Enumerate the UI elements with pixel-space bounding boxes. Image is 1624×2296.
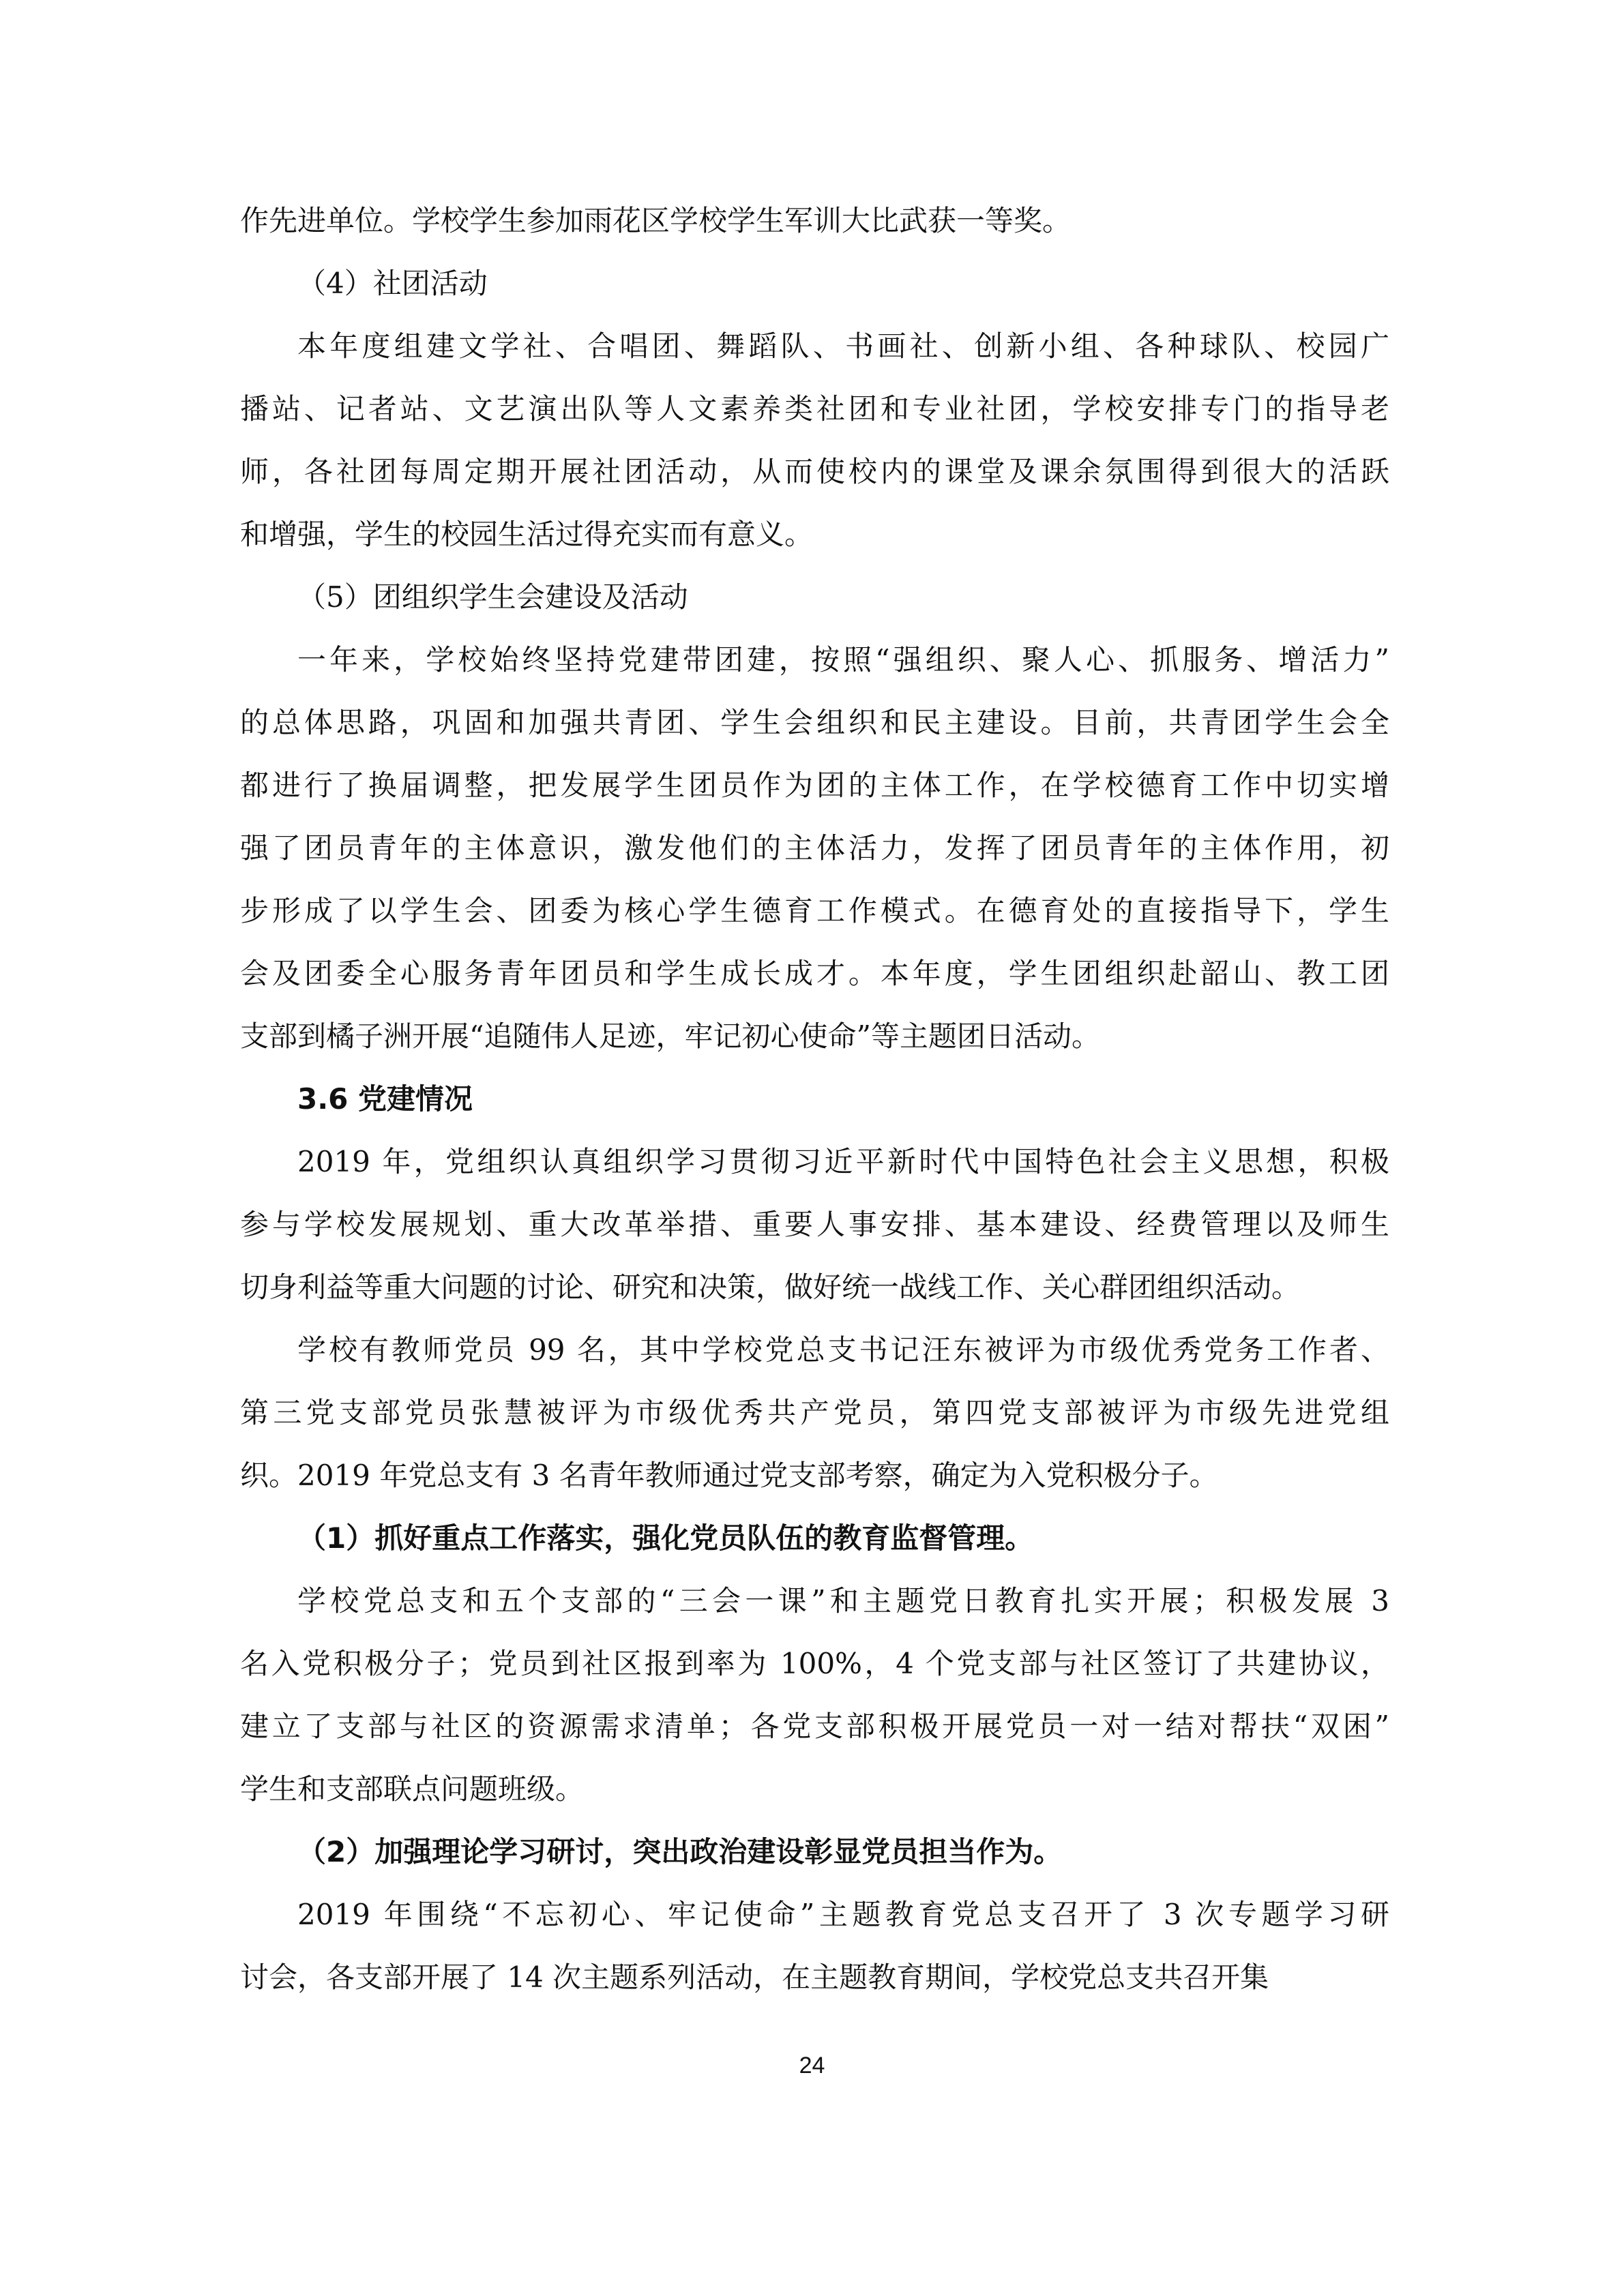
paragraph-line: 和增强，学生的校园生活过得充实而有意义。 (240, 518, 814, 551)
subsection-heading: （5）团组织学生会建设及活动 (297, 580, 688, 614)
page-number: 24 (799, 2053, 825, 2078)
paragraph-line: 一年来，学校始终坚持党建带团建，按照“强组织、聚人心、抓服务、增活力” (297, 643, 1389, 676)
paragraph (240, 629, 1389, 1068)
paragraph-line: 学生和支部联点问题班级。 (240, 1772, 585, 1806)
paragraph-line: 2019 年围绕“不忘初心、牢记使命”主题教育党总支召开了 3 次专题学习研 (297, 1898, 1389, 1931)
paragraph-line: 步形成了以学生会、团委为核心学生德育工作模式。在德育处的直接指导下，学生 (240, 894, 1389, 927)
paragraph-line: 会及团委全心服务青年团员和学生成长成才。本年度，学生团组织赴韶山、教工团 (240, 957, 1389, 990)
paragraph-line: 名入党积极分子；党员到社区报到率为 100%，4 个党支部与社区签订了共建协议， (240, 1647, 1389, 1680)
paragraph-line: 师，各社团每周定期开展社团活动，从而使校内的课堂及课余氛围得到很大的活跃 (240, 455, 1389, 488)
paragraph-line: 参与学校发展规划、重大改革举措、重要人事安排、基本建设、经费管理以及师生 (240, 1208, 1389, 1241)
section-heading: （2）加强理论学习研讨，突出政治建设彰显党员担当作为。 (297, 1835, 1063, 1868)
paragraph-line: 学校有教师党员 99 名，其中学校党总支书记汪东被评为市级优秀党务工作者、 (297, 1333, 1389, 1367)
section-heading: 3.6 党建情况 (297, 1082, 473, 1116)
paragraph (240, 190, 1389, 252)
paragraph-line: 播站、记者站、文艺演出队等人文素养类社团和专业社团，学校安排专门的指导老 (240, 392, 1389, 426)
subsection-heading: （4）社团活动 (297, 267, 488, 300)
paragraph (240, 1883, 1389, 2009)
paragraph-line: 支部到橘子洲开展“追随伟人足迹，牢记初心使命”等主题团日活动。 (240, 1019, 1100, 1053)
paragraph (240, 1570, 1389, 1821)
paragraph-line: 2019 年，党组织认真组织学习贯彻习近平新时代中国特色社会主义思想，积极 (297, 1145, 1389, 1178)
section-heading: （1）抓好重点工作落实，强化党员队伍的教育监督管理。 (297, 1521, 1034, 1555)
paragraph (240, 1319, 1389, 1507)
paragraph (240, 315, 1389, 566)
paragraph-line: 第三党支部党员张慧被评为市级优秀共产党员，第四党支部被评为市级先进党组 (240, 1396, 1389, 1429)
paragraph-line: 本年度组建文学社、合唱团、舞蹈队、书画社、创新小组、各种球队、校园广 (297, 329, 1389, 363)
paragraph-line: 学校党总支和五个支部的“三会一课”和主题党日教育扎实开展；积极发展 3 (297, 1584, 1389, 1617)
paragraph (240, 1131, 1389, 1319)
paragraph-line: 织。2019 年党总支有 3 名青年教师通过党支部考察，确定为入党积极分子。 (240, 1459, 1218, 1492)
paragraph-line: 的总体思路，巩固和加强共青团、学生会组织和民主建设。目前，共青团学生会全 (240, 706, 1389, 739)
document-body (240, 190, 1389, 2009)
paragraph-line: 都进行了换届调整，把发展学生团员作为团的主体工作，在学校德育工作中切实增 (240, 769, 1389, 802)
paragraph-line: 作先进单位。学校学生参加雨花区学校学生军训大比武获一等奖。 (240, 204, 1072, 237)
paragraph-line: 建立了支部与社区的资源需求清单；各党支部积极开展党员一对一结对帮扶“双困” (240, 1710, 1389, 1743)
paragraph-line: 切身利益等重大问题的讨论、研究和决策，做好统一战线工作、关心群团组织活动。 (240, 1270, 1301, 1304)
paragraph-line: 强了团员青年的主体意识，激发他们的主体活力，发挥了团员青年的主体作用，初 (240, 831, 1389, 865)
paragraph-line: 讨会，各支部开展了 14 次主题系列活动，在主题教育期间，学校党总支共召开集 (240, 1960, 1269, 1994)
